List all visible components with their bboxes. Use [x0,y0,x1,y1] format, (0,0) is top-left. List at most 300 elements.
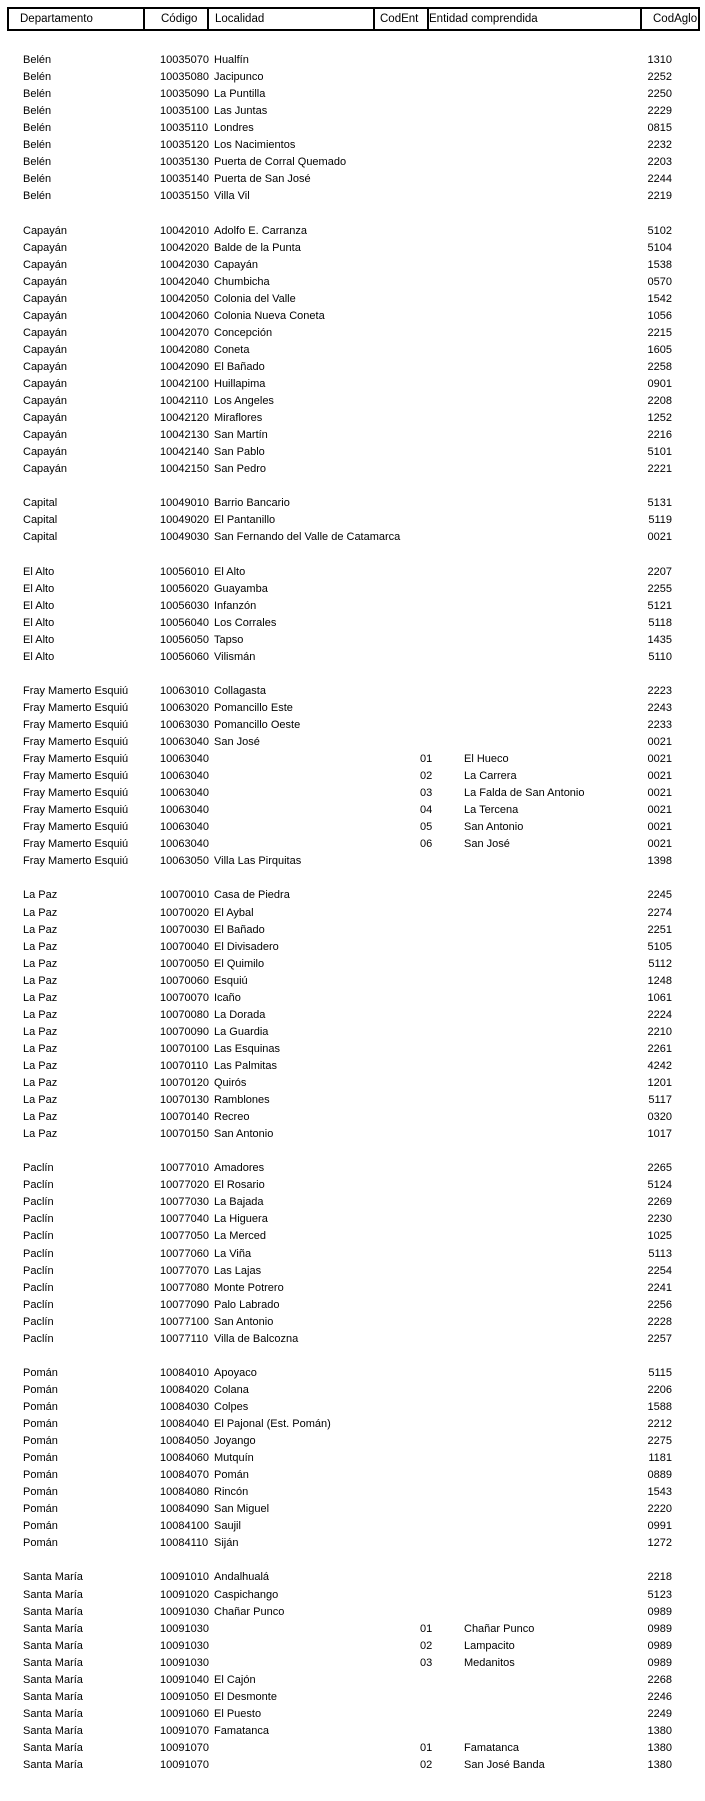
cell-codaglo: 2229 [647,105,672,118]
cell-departamento: Pomán [23,1503,58,1516]
cell-codaglo: 1543 [647,1486,672,1499]
table-row [0,1535,705,1552]
table-row [0,1740,705,1757]
cell-departamento: Capayán [23,360,68,373]
cell-entidad: San José [464,838,510,851]
cell-localidad: Monte Potrero [214,1281,284,1294]
cell-localidad: El Rosario [214,1179,265,1192]
cell-codaglo: 2255 [647,582,672,595]
cell-codigo: 10056060 [160,650,209,663]
cell-localidad: Villa Vil [214,190,250,203]
cell-departamento: Santa María [23,1741,83,1754]
table-row [0,495,705,512]
header-codent: CodEnt [373,9,418,29]
cell-codigo: 10035110 [160,122,209,135]
cell-localidad: Esquiú [214,974,248,987]
cell-departamento: Santa María [23,1707,83,1720]
table-row [0,1706,705,1723]
cell-codaglo: 2215 [647,326,672,339]
table-row [0,1433,705,1450]
cell-entidad: Chañar Punco [464,1622,535,1635]
cell-codaglo: 2275 [647,1435,672,1448]
table-row [0,171,705,188]
cell-codaglo: 2224 [647,1008,672,1021]
table-row [0,1331,705,1348]
cell-codaglo: 2216 [647,429,672,442]
cell-codaglo: 0021 [647,838,672,851]
cell-departamento: El Alto [23,616,55,629]
cell-localidad: Guayamba [214,582,268,595]
cell-codent: 03 [420,787,433,800]
cell-codigo: 10056020 [160,582,209,595]
cell-localidad: El Bañado [214,923,265,936]
cell-localidad: Recreo [214,1111,250,1124]
table-row [0,615,705,632]
cell-codaglo: 1025 [647,1230,672,1243]
cell-localidad: Los Angeles [214,395,274,407]
cell-codaglo: 2210 [647,1025,672,1038]
table-row [0,69,705,86]
cell-codigo: 10070060 [160,974,209,987]
cell-departamento: Pomán [23,1469,58,1482]
cell-codaglo: 1056 [647,309,672,322]
cell-codigo: 10084040 [160,1418,209,1430]
cell-departamento: Capayán [23,292,68,305]
table-row [0,359,705,376]
table-row [0,1126,705,1143]
cell-departamento: Belén [23,122,52,135]
cell-codigo: 10091070 [160,1724,209,1737]
cell-departamento: Capayán [23,429,68,442]
cell-departamento: Belén [23,156,52,169]
cell-codigo: 10042090 [160,360,209,373]
cell-departamento: El Alto [23,599,55,612]
table-row [0,1757,705,1774]
cell-codaglo: 0989 [647,1639,672,1652]
table-row [0,137,705,154]
cell-codaglo: 5105 [647,940,672,953]
cell-localidad: El Pantanillo [214,514,276,527]
cell-codaglo: 2254 [647,1264,672,1277]
table-row [0,240,705,257]
cell-codaglo: 2250 [647,88,672,101]
cell-codaglo: 2221 [647,463,672,476]
cell-entidad: Famatanca [464,1741,520,1754]
cell-codigo: 10042150 [160,463,209,476]
cell-codigo: 10063040 [160,821,209,834]
table-row [0,1569,705,1586]
cell-departamento: Pomán [23,1366,58,1379]
cell-codigo: 10091010 [160,1571,209,1584]
cell-codent: 04 [420,804,433,817]
table-row [0,1228,705,1245]
cell-localidad: Colpes [214,1400,249,1413]
cell-codigo: 10042050 [160,292,209,305]
cell-codaglo: 1201 [647,1077,672,1089]
cell-codaglo: 2243 [647,701,672,714]
cell-departamento: La Paz [23,1008,58,1021]
cell-codaglo: 5119 [648,514,672,527]
cell-localidad: Caspichango [214,1588,279,1601]
table-row [0,717,705,734]
cell-codigo: 10035100 [160,105,209,118]
cell-codigo: 10070150 [160,1128,209,1141]
cell-codaglo: 2265 [647,1162,672,1175]
cell-codigo: 10035140 [160,173,209,186]
cell-entidad: La Tercena [464,804,519,817]
cell-codaglo: 1380 [647,1741,672,1754]
cell-localidad: San Antonio [214,1315,274,1328]
cell-codigo: 10063040 [160,787,209,800]
cell-codaglo: 0021 [647,753,672,766]
cell-departamento: Paclín [23,1230,54,1243]
table-row [0,1280,705,1297]
cell-codent: 02 [420,1639,433,1652]
table-row [0,393,705,410]
cell-departamento: Fray Mamerto Esquiú [23,855,129,868]
cell-departamento: El Alto [23,650,55,663]
cell-codaglo: 4242 [647,1059,672,1072]
cell-localidad: San Martín [214,429,268,442]
cell-codaglo: 1435 [647,633,672,646]
table-row [0,342,705,359]
table-row [0,598,705,615]
table-row [0,274,705,291]
cell-localidad: El Pajonal (Est. Pomán) [214,1418,331,1430]
cell-localidad: Rincón [214,1486,249,1499]
cell-codaglo: 2232 [647,139,672,152]
cell-departamento: La Paz [23,1059,58,1072]
table-row [0,785,705,802]
cell-codaglo: 1252 [647,412,672,425]
table-row [0,120,705,137]
cell-departamento: Capayán [23,412,68,425]
cell-codigo: 10084080 [160,1486,209,1499]
cell-localidad: Adolfo E. Carranza [214,224,307,237]
cell-codigo: 10084060 [160,1452,209,1465]
cell-codent: 05 [420,821,433,834]
cell-departamento: Fray Mamerto Esquiú [23,821,129,834]
cell-departamento: Pomán [23,1383,58,1396]
table-row [0,1450,705,1467]
table-row [0,154,705,171]
cell-codaglo: 0021 [647,531,672,544]
cell-codaglo: 1017 [647,1128,672,1141]
table-row [0,325,705,342]
cell-departamento: Belén [23,139,52,152]
cell-codaglo: 0989 [647,1622,672,1635]
table-row [0,1501,705,1518]
cell-codaglo: 0021 [647,736,672,748]
cell-codaglo: 2220 [647,1503,672,1516]
cell-codigo: 10077020 [160,1179,209,1192]
cell-codaglo: 5113 [648,1247,672,1260]
table-row [0,1194,705,1211]
table-row [0,188,705,205]
cell-codaglo: 2244 [647,173,672,186]
cell-departamento: Fray Mamerto Esquiú [23,753,129,766]
cell-localidad: Collagasta [214,684,266,697]
cell-codaglo: 5124 [647,1179,672,1192]
cell-departamento: Pomán [23,1520,58,1533]
cell-codigo: 10091070 [160,1759,209,1771]
cell-departamento: La Paz [23,889,58,902]
table-row [0,564,705,581]
cell-localidad: Chumbicha [214,275,270,288]
cell-codigo: 10049030 [160,531,209,544]
cell-localidad: Famatanca [214,1724,270,1737]
cell-localidad: Villa Las Pirquitas [214,855,302,868]
cell-localidad: El Alto [214,565,246,578]
cell-codigo: 10056050 [160,633,209,646]
cell-localidad: Colonia Nueva Coneta [214,309,325,322]
cell-codigo: 10084030 [160,1400,209,1413]
table-row [0,990,705,1007]
cell-localidad: Icaño [214,991,241,1004]
cell-codaglo: 1310 [647,54,672,66]
table-row [0,922,705,939]
cell-departamento: Capital [23,514,58,527]
cell-codigo: 10070120 [160,1077,209,1089]
cell-codigo: 10091050 [160,1690,209,1703]
cell-localidad: Capayán [214,258,259,271]
cell-localidad: Los Nacimientos [214,139,296,152]
cell-localidad: Puerta de San José [214,173,311,186]
cell-codaglo: 5102 [647,224,672,237]
cell-localidad: Las Lajas [214,1264,262,1277]
cell-codaglo: 2256 [647,1298,672,1311]
header-departamento: Departamento [20,13,93,25]
cell-codaglo: 5110 [648,650,672,663]
cell-codigo: 10070010 [160,889,209,902]
cell-departamento: Paclín [23,1213,54,1226]
cell-departamento: Paclín [23,1281,54,1294]
cell-localidad: Concepción [214,326,273,339]
table-row [0,461,705,478]
cell-localidad: San Miguel [214,1503,270,1516]
cell-codigo: 10042020 [160,241,209,254]
cell-codigo: 10070090 [160,1025,209,1038]
table-row [0,1058,705,1075]
cell-localidad: Ramblones [214,1094,270,1107]
cell-departamento: Capayán [23,224,68,237]
cell-departamento: Capayán [23,343,68,356]
cell-codigo: 10042120 [160,412,209,425]
cell-codaglo: 1542 [647,292,672,305]
cell-departamento: Capayán [23,377,68,390]
cell-localidad: El Puesto [214,1707,262,1720]
cell-localidad: Chañar Punco [214,1605,285,1618]
cell-departamento: La Paz [23,1042,58,1055]
cell-codaglo: 2252 [647,71,672,84]
cell-codaglo: 2223 [647,684,672,697]
cell-codaglo: 1605 [647,343,672,356]
table-row [0,1246,705,1263]
cell-localidad: Las Palmitas [214,1059,277,1072]
cell-codigo: 10091030 [160,1639,209,1652]
cell-codaglo: 2246 [647,1690,672,1703]
cell-localidad: El Aybal [214,906,254,919]
table-row [0,427,705,444]
table-row [0,887,705,904]
cell-codent: 03 [420,1656,433,1669]
table-row [0,291,705,308]
table-row [0,1365,705,1382]
cell-departamento: Paclín [23,1162,54,1175]
cell-departamento: Fray Mamerto Esquiú [23,701,129,714]
cell-codaglo: 0021 [647,821,672,834]
cell-codaglo: 1538 [647,258,672,271]
cell-codaglo: 2241 [647,1281,672,1294]
table-row [0,1314,705,1331]
cell-localidad: Miraflores [214,412,263,425]
table-row [0,1160,705,1177]
table-row [0,1416,705,1433]
cell-codigo: 10056040 [160,616,209,629]
cell-codigo: 10042130 [160,429,209,442]
cell-departamento: Pomán [23,1418,58,1430]
cell-codigo: 10084070 [160,1469,209,1482]
cell-codigo: 10091070 [160,1741,209,1754]
cell-localidad: Balde de la Punta [214,241,301,254]
cell-codigo: 10035080 [160,71,209,84]
cell-codigo: 10063010 [160,684,209,697]
cell-codaglo: 1380 [647,1724,672,1737]
table-row [0,1382,705,1399]
cell-codaglo: 2233 [647,718,672,731]
cell-entidad: El Hueco [464,753,509,766]
cell-codigo: 10063050 [160,855,209,868]
cell-codigo: 10091040 [160,1673,209,1686]
cell-localidad: Barrio Bancario [214,497,290,510]
cell-departamento: La Paz [23,1077,58,1089]
table-row [0,649,705,666]
cell-departamento: Fray Mamerto Esquiú [23,838,129,851]
cell-codaglo: 5104 [647,241,672,254]
table-row [0,512,705,529]
cell-codigo: 10084020 [160,1383,209,1396]
cell-codaglo: 0991 [647,1520,672,1533]
cell-localidad: Las Esquinas [214,1042,281,1055]
table-row [0,1672,705,1689]
cell-codigo: 10035120 [160,139,209,152]
table-row [0,52,705,69]
table-row [0,751,705,768]
cell-localidad: Quirós [214,1077,247,1089]
header-codigo: Código [143,9,209,29]
cell-localidad: Pomán [214,1469,249,1482]
cell-localidad: Pomancillo Oeste [214,718,301,731]
cell-departamento: El Alto [23,582,55,595]
cell-entidad: Lampacito [464,1639,515,1652]
table-row [0,1075,705,1092]
cell-localidad: La Dorada [214,1008,266,1021]
cell-codaglo: 0989 [647,1605,672,1618]
cell-departamento: Fray Mamerto Esquiú [23,770,129,783]
cell-codigo: 10063040 [160,804,209,817]
table-row [0,1655,705,1672]
table-row [0,734,705,751]
cell-departamento: Belén [23,173,52,186]
cell-departamento: Santa María [23,1759,83,1771]
cell-codigo: 10077090 [160,1298,209,1311]
cell-codigo: 10035150 [160,190,209,203]
cell-departamento: La Paz [23,957,58,970]
cell-codaglo: 5101 [647,446,672,459]
table-row [0,700,705,717]
table-row [0,1007,705,1024]
cell-departamento: El Alto [23,565,55,578]
cell-departamento: Belén [23,88,52,101]
cell-entidad: San Antonio [464,821,524,834]
cell-localidad: La Viña [214,1247,252,1260]
cell-departamento: Paclín [23,1264,54,1277]
cell-localidad: Casa de Piedra [214,889,290,902]
cell-codigo: 10070130 [160,1094,209,1107]
cell-localidad: El Bañado [214,360,265,373]
cell-codaglo: 2228 [647,1315,672,1328]
cell-departamento: Capital [23,531,58,544]
cell-codigo: 10070140 [160,1111,209,1124]
cell-departamento: Santa María [23,1605,83,1618]
cell-codaglo: 5121 [647,599,672,612]
cell-departamento: Paclín [23,1247,54,1260]
table-row [0,257,705,274]
cell-codent: 01 [420,753,433,766]
cell-codigo: 10063040 [160,838,209,851]
cell-localidad: Saujil [214,1520,241,1533]
cell-codigo: 10063020 [160,701,209,714]
cell-codaglo: 2230 [647,1213,672,1226]
cell-codaglo: 1398 [647,855,672,868]
cell-codigo: 10049020 [160,514,209,527]
table-row [0,973,705,990]
cell-localidad: Palo Labrado [214,1298,280,1311]
cell-entidad: La Falda de San Antonio [464,787,585,800]
cell-codigo: 10077080 [160,1281,209,1294]
cell-localidad: Mutquín [214,1452,254,1465]
table-row [0,410,705,427]
table-row [0,939,705,956]
cell-departamento: Santa María [23,1673,83,1686]
cell-codigo: 10035070 [160,54,209,66]
cell-localidad: Las Juntas [214,105,268,118]
table-row [0,444,705,461]
cell-localidad: Pomancillo Este [214,701,293,714]
cell-codaglo: 2212 [647,1418,672,1430]
cell-localidad: Jacipunco [214,71,264,84]
table-row [0,1638,705,1655]
table-row [0,1604,705,1621]
cell-codaglo: 1248 [647,974,672,987]
cell-codigo: 10042110 [160,395,209,407]
cell-codaglo: 5123 [647,1588,672,1601]
cell-codaglo: 2251 [647,923,672,936]
cell-departamento: Capayán [23,275,68,288]
cell-localidad: Infanzón [214,599,257,612]
cell-codigo: 10042010 [160,224,209,237]
cell-codaglo: 5131 [647,497,672,510]
cell-localidad: Coneta [214,343,250,356]
table-row [0,1689,705,1706]
cell-codigo: 10084100 [160,1520,209,1533]
cell-codigo: 10056010 [160,565,209,578]
table-row [0,1399,705,1416]
cell-localidad: Colonia del Valle [214,292,296,305]
header-codaglo: CodAglo [640,9,697,29]
table-row [0,1467,705,1484]
cell-localidad: La Higuera [214,1213,268,1226]
